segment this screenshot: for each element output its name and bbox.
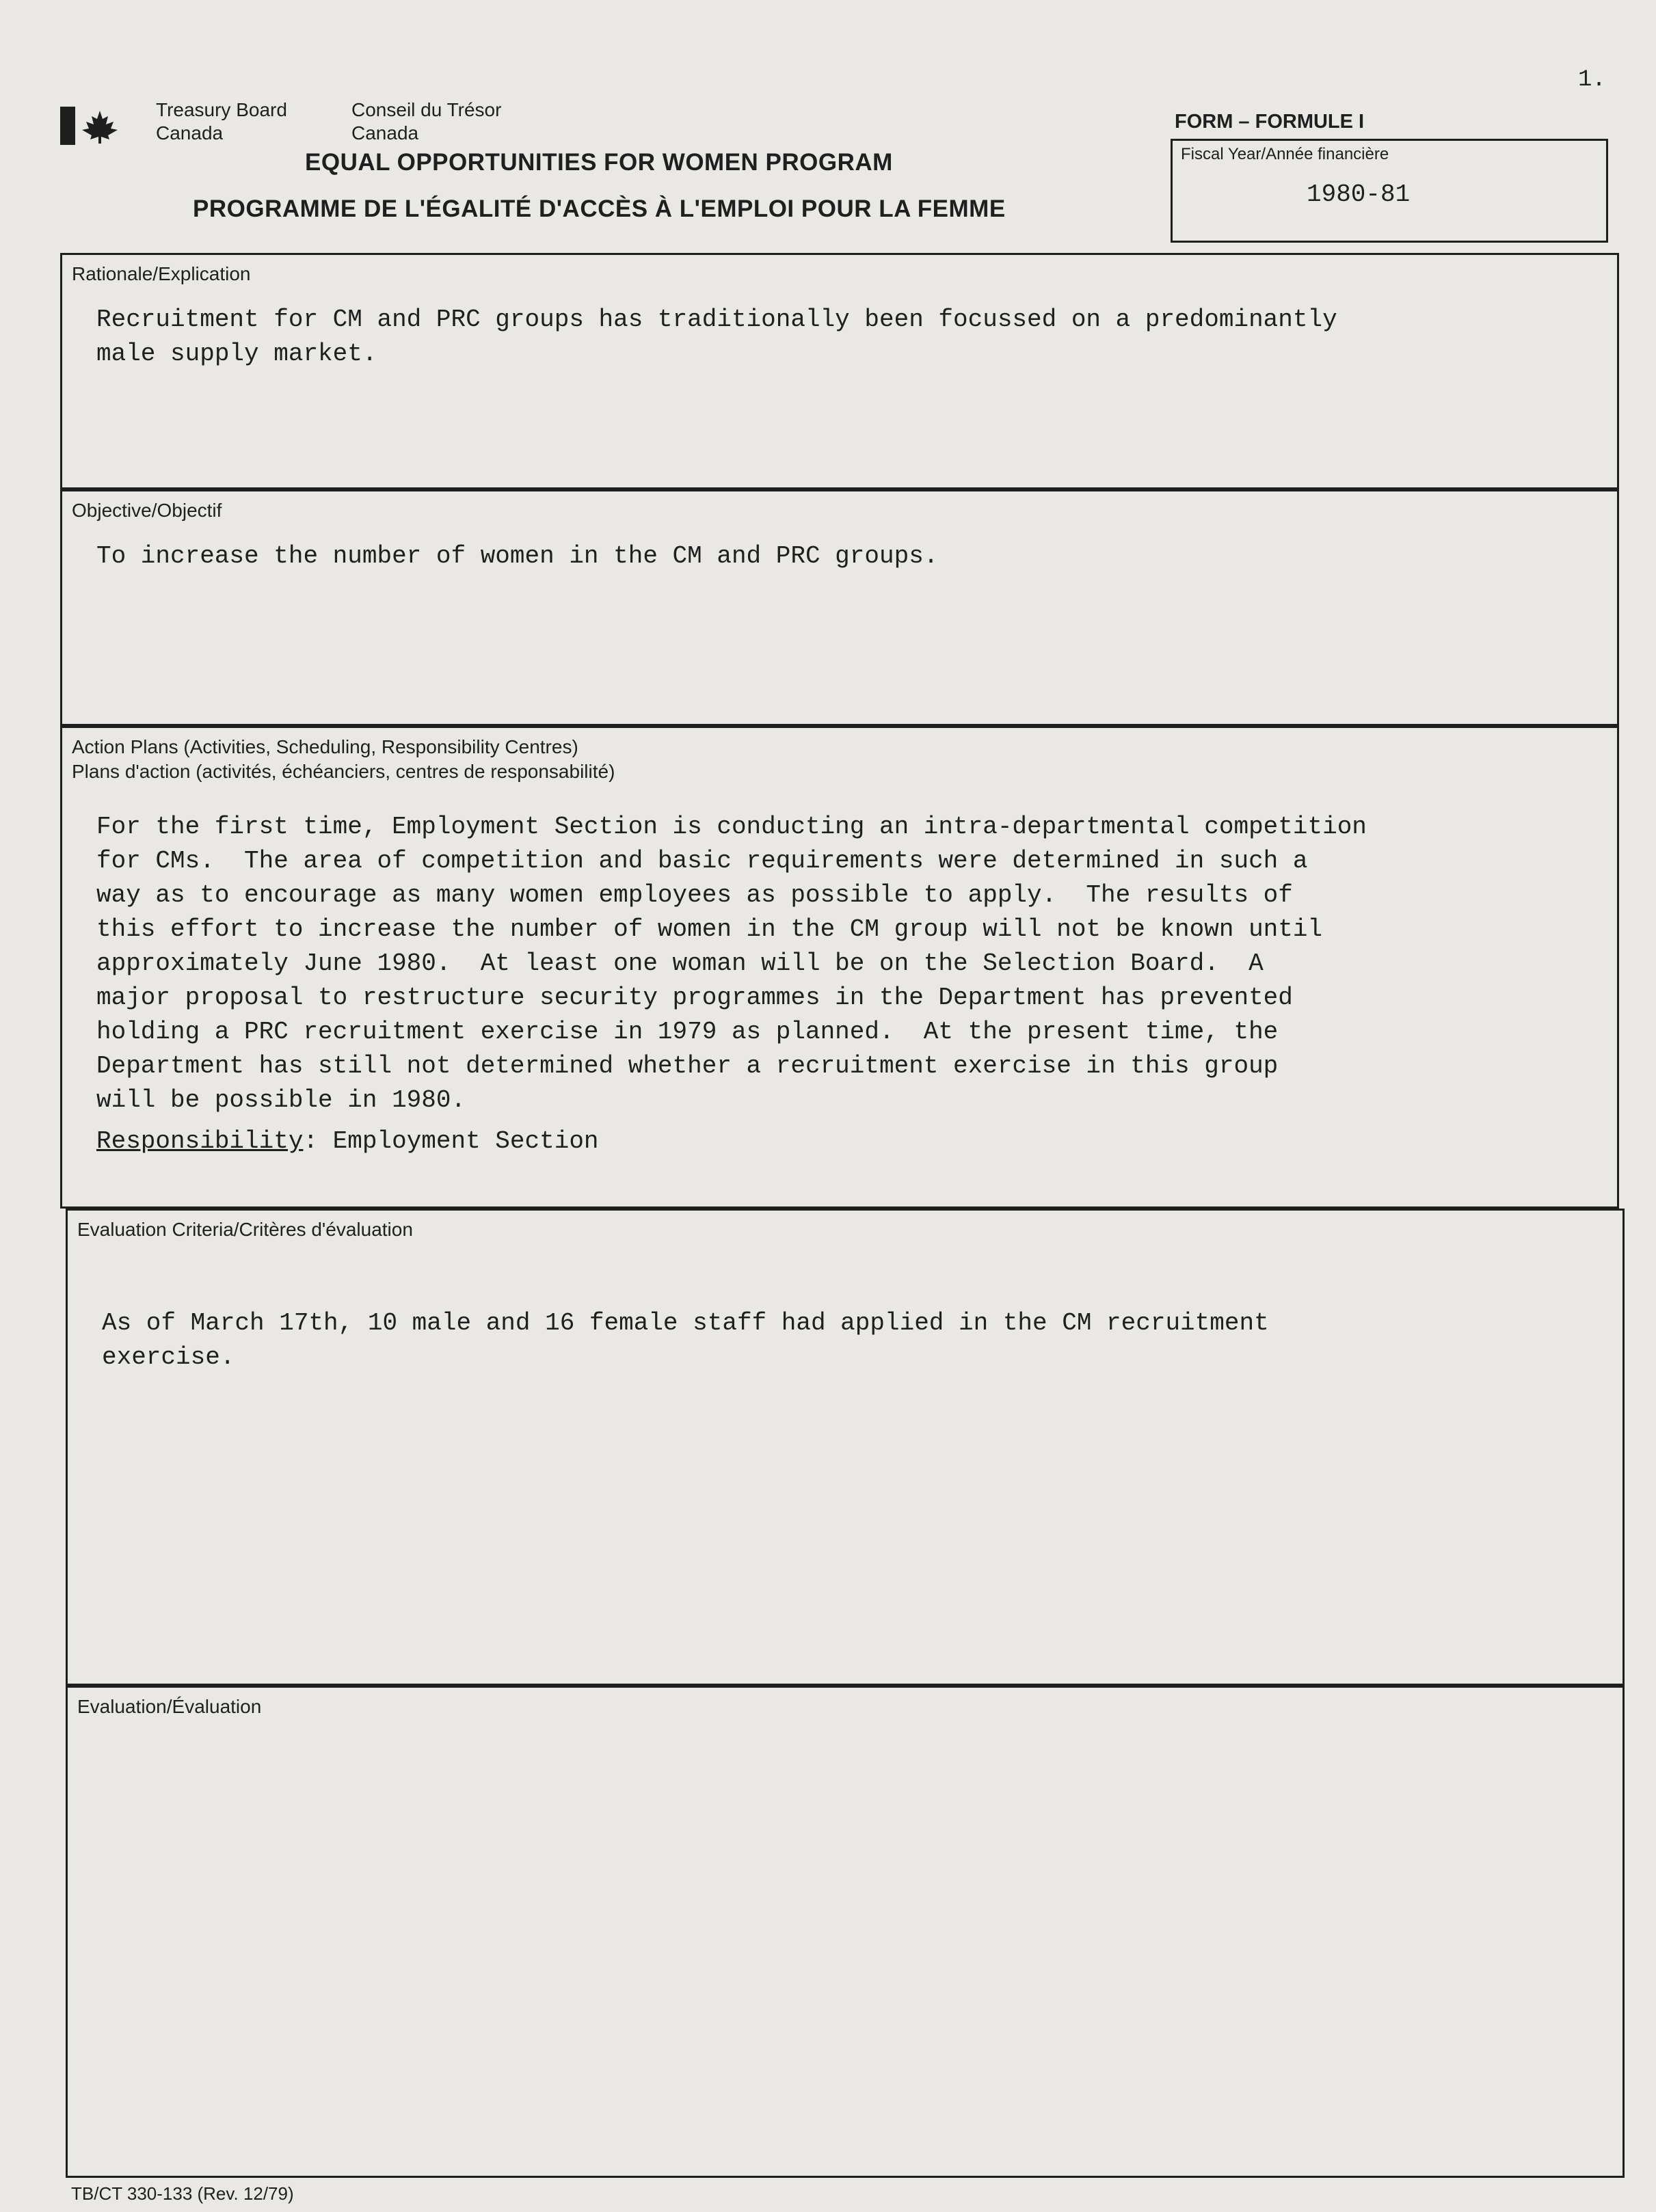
responsibility-line xyxy=(96,1124,599,1159)
rationale-label: Rationale/Explication xyxy=(72,263,251,284)
evaluation-label: Evaluation/Évaluation xyxy=(77,1696,262,1717)
form-code: TB/CT 330-133 (Rev. 12/79) xyxy=(71,2183,294,2204)
responsibility-value: Employment Section xyxy=(332,1127,599,1155)
evaluation-criteria-label: Evaluation Criteria/Critères d'évaluation xyxy=(77,1219,413,1240)
evaluation-criteria-section xyxy=(66,1209,1625,1686)
fiscal-year-label: Fiscal Year/Année financière xyxy=(1181,145,1389,163)
agency-en-line2: Canada xyxy=(156,122,224,144)
action-plans-body: For the first time, Employment Section is conducting an intra-departmental competition for CMs. The area of competition and basic requirements were determined in such a way as to encourage as many women employees as possible to apply. The results of this effort to increase the number of women in the CM group will not be known until approximately June 1980. At least one woman will be on the Selection Board. A major proposal to restructure security programmes in the Department has prevented holding a PRC recruitment exercise in 1979 as planned. At the present time, the Department has still not determined whether a recruitment exercise in this group will be possible in 1980. xyxy=(96,813,1367,1114)
objective-label: Objective/Objectif xyxy=(72,500,222,521)
form-title-fr: PROGRAMME DE L'ÉGALITÉ D'ACCÈS À L'EMPLOI POUR LA FEMME xyxy=(193,195,1006,222)
objective-body: To increase the number of women in the CM and PRC groups. xyxy=(96,542,939,570)
page-number: 1. xyxy=(1578,67,1606,93)
rationale-section xyxy=(60,253,1619,489)
responsibility-label: Responsibility xyxy=(96,1127,304,1155)
agency-fr-line1: Conseil du Trésor xyxy=(351,99,502,120)
evaluation-section xyxy=(66,1686,1625,2178)
form-title-en: EQUAL OPPORTUNITIES FOR WOMEN PROGRAM xyxy=(305,149,893,176)
responsibility-colon: : xyxy=(303,1127,333,1155)
action-plans-section xyxy=(60,726,1619,1209)
canada-flag-icon xyxy=(60,107,126,145)
evaluation-criteria-body: As of March 17th, 10 male and 16 female staff had applied in the CM recruitment exercise. xyxy=(102,1309,1269,1371)
fiscal-year-value: 1980-81 xyxy=(1307,180,1411,208)
rationale-body: Recruitment for CM and PRC groups has traditionally been focussed on a predominantly male supply market. xyxy=(96,306,1337,368)
objective-section xyxy=(60,489,1619,726)
agency-name-fr xyxy=(351,98,501,145)
form-id: FORM – FORMULE I xyxy=(1175,111,1365,133)
agency-fr-line2: Canada xyxy=(351,122,419,144)
action-plans-label-fr: Plans d'action (activités, échéanciers, centres de responsabilité) xyxy=(72,761,615,782)
fiscal-year-box xyxy=(1171,139,1608,243)
action-plans-label-en: Action Plans (Activities, Scheduling, Responsibility Centres) xyxy=(72,736,578,757)
agency-name-en xyxy=(156,98,287,145)
agency-en-line1: Treasury Board xyxy=(156,99,287,120)
